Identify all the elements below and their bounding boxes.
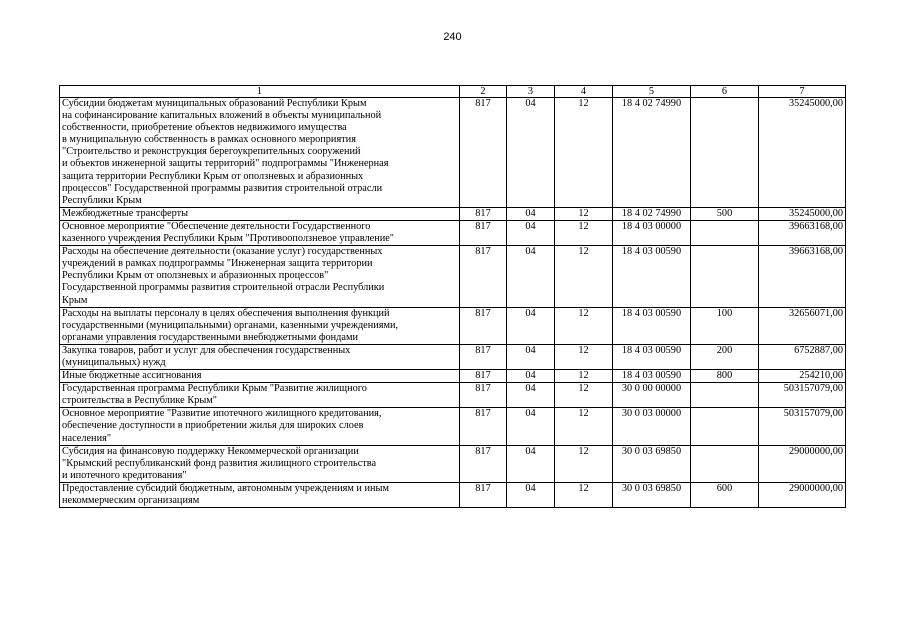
table-row bbox=[60, 207, 846, 220]
row-description: Основное мероприятие "Развитие ипотечного жилищного кредитования, обеспечение доступности в приобретении жилья для широких слоев населения" bbox=[60, 408, 460, 445]
row-amount: 503157079,00 bbox=[759, 408, 846, 445]
row-code-section: 04 bbox=[507, 344, 555, 369]
row-amount: 35245000,00 bbox=[759, 207, 846, 220]
table-row bbox=[60, 482, 846, 507]
row-code-section: 04 bbox=[507, 445, 555, 482]
row-code-admin: 817 bbox=[460, 220, 507, 245]
row-code-subsection: 12 bbox=[555, 307, 613, 344]
row-amount: 35245000,00 bbox=[759, 98, 846, 208]
row-code-expense-type: 600 bbox=[691, 482, 759, 507]
row-code-target: 30 0 03 69850 bbox=[613, 482, 691, 507]
column-header: 6 bbox=[691, 86, 759, 98]
row-code-admin: 817 bbox=[460, 383, 507, 408]
row-code-target: 18 4 03 00000 bbox=[613, 220, 691, 245]
row-code-expense-type bbox=[691, 408, 759, 445]
row-code-admin: 817 bbox=[460, 482, 507, 507]
row-amount: 39663168,00 bbox=[759, 246, 846, 307]
row-amount: 29000000,00 bbox=[759, 445, 846, 482]
column-header: 4 bbox=[555, 86, 613, 98]
row-code-target: 30 0 00 00000 bbox=[613, 383, 691, 408]
row-code-section: 04 bbox=[507, 246, 555, 307]
row-code-section: 04 bbox=[507, 383, 555, 408]
table-row bbox=[60, 246, 846, 307]
row-code-subsection: 12 bbox=[555, 445, 613, 482]
row-code-subsection: 12 bbox=[555, 246, 613, 307]
table-row bbox=[60, 98, 846, 208]
row-code-section: 04 bbox=[507, 220, 555, 245]
budget-table bbox=[59, 85, 846, 508]
row-amount: 254210,00 bbox=[759, 370, 846, 383]
table-row bbox=[60, 370, 846, 383]
row-code-admin: 817 bbox=[460, 246, 507, 307]
column-header: 7 bbox=[759, 86, 846, 98]
row-code-section: 04 bbox=[507, 482, 555, 507]
row-description: Закупка товаров, работ и услуг для обеспечения государственных (муниципальных) нужд bbox=[60, 344, 460, 369]
row-code-target: 30 0 03 00000 bbox=[613, 408, 691, 445]
table-row bbox=[60, 307, 846, 344]
row-code-target: 18 4 03 00590 bbox=[613, 370, 691, 383]
column-header: 3 bbox=[507, 86, 555, 98]
row-amount: 39663168,00 bbox=[759, 220, 846, 245]
row-code-admin: 817 bbox=[460, 207, 507, 220]
row-code-admin: 817 bbox=[460, 445, 507, 482]
row-description: Субсидия на финансовую поддержку Некоммерческой организации "Крымский республиканский фонд развития жилищного строительства и ипотечного кредитования" bbox=[60, 445, 460, 482]
row-code-target: 18 4 03 00590 bbox=[613, 307, 691, 344]
row-amount: 503157079,00 bbox=[759, 383, 846, 408]
row-code-target: 18 4 02 74990 bbox=[613, 98, 691, 208]
row-description: Межбюджетные трансферты bbox=[60, 207, 460, 220]
row-code-subsection: 12 bbox=[555, 207, 613, 220]
row-description: Предоставление субсидий бюджетным, автономным учреждениям и иным некоммерческим организациям bbox=[60, 482, 460, 507]
row-code-subsection: 12 bbox=[555, 98, 613, 208]
row-code-expense-type bbox=[691, 383, 759, 408]
row-code-section: 04 bbox=[507, 207, 555, 220]
row-code-admin: 817 bbox=[460, 370, 507, 383]
table-row bbox=[60, 344, 846, 369]
table-row bbox=[60, 383, 846, 408]
row-description: Субсидии бюджетам муниципальных образований Республики Крым на софинансирование капитальных вложений в объекты муниципальной собственности, приобретение объектов недвижимого имущества в муниципальную собственность в рамках основного мероприятия "Строительство и реконструкция берегоукрепительных сооружений и объектов инженерной защиты территорий" подпрограммы "Инженерная защита территории Республики Крым от оползневых и абразионных процессов" Государственной программы развития строительной отрасли Республики Крым bbox=[60, 98, 460, 208]
row-description: Государственная программа Республики Крым "Развитие жилищного строительства в Республике Крым" bbox=[60, 383, 460, 408]
row-code-subsection: 12 bbox=[555, 482, 613, 507]
column-number-row bbox=[60, 86, 846, 98]
row-code-admin: 817 bbox=[460, 408, 507, 445]
row-amount: 32656071,00 bbox=[759, 307, 846, 344]
column-header: 2 bbox=[460, 86, 507, 98]
table-row bbox=[60, 220, 846, 245]
table-row bbox=[60, 408, 846, 445]
row-code-admin: 817 bbox=[460, 307, 507, 344]
row-code-target: 18 4 03 00590 bbox=[613, 246, 691, 307]
row-description: Расходы на выплаты персоналу в целях обеспечения выполнения функций государственными (муниципальными) органами, казенными учреждениями, органами управления государственными внебюджетными фондами bbox=[60, 307, 460, 344]
row-description: Основное мероприятие "Обеспечение деятельности Государственного казенного учреждения Республики Крым "Противооползневое управление" bbox=[60, 220, 460, 245]
row-description: Расходы на обеспечение деятельности (оказание услуг) государственных учреждений в рамках подпрограммы "Инженерная защита территории Республики Крым от оползневых и абразионных процессов" Государственной программы развития строительной отрасли Республики Крым bbox=[60, 246, 460, 307]
row-code-expense-type bbox=[691, 445, 759, 482]
table-row bbox=[60, 445, 846, 482]
row-code-expense-type: 200 bbox=[691, 344, 759, 369]
row-code-admin: 817 bbox=[460, 344, 507, 369]
column-header: 1 bbox=[60, 86, 460, 98]
row-amount: 6752887,00 bbox=[759, 344, 846, 369]
row-code-section: 04 bbox=[507, 408, 555, 445]
row-description: Иные бюджетные ассигнования bbox=[60, 370, 460, 383]
row-code-section: 04 bbox=[507, 370, 555, 383]
column-header: 5 bbox=[613, 86, 691, 98]
row-code-expense-type: 500 bbox=[691, 207, 759, 220]
row-code-expense-type: 800 bbox=[691, 370, 759, 383]
row-code-admin: 817 bbox=[460, 98, 507, 208]
row-code-section: 04 bbox=[507, 307, 555, 344]
row-code-subsection: 12 bbox=[555, 383, 613, 408]
row-code-target: 18 4 03 00590 bbox=[613, 344, 691, 369]
row-code-expense-type bbox=[691, 220, 759, 245]
row-code-subsection: 12 bbox=[555, 370, 613, 383]
row-code-subsection: 12 bbox=[555, 220, 613, 245]
row-code-expense-type: 100 bbox=[691, 307, 759, 344]
row-code-expense-type bbox=[691, 246, 759, 307]
row-code-section: 04 bbox=[507, 98, 555, 208]
row-code-target: 18 4 02 74990 bbox=[613, 207, 691, 220]
page-number: 240 bbox=[443, 31, 462, 43]
row-code-target: 30 0 03 69850 bbox=[613, 445, 691, 482]
row-code-expense-type bbox=[691, 98, 759, 208]
row-code-subsection: 12 bbox=[555, 344, 613, 369]
row-amount: 29000000,00 bbox=[759, 482, 846, 507]
row-code-subsection: 12 bbox=[555, 408, 613, 445]
